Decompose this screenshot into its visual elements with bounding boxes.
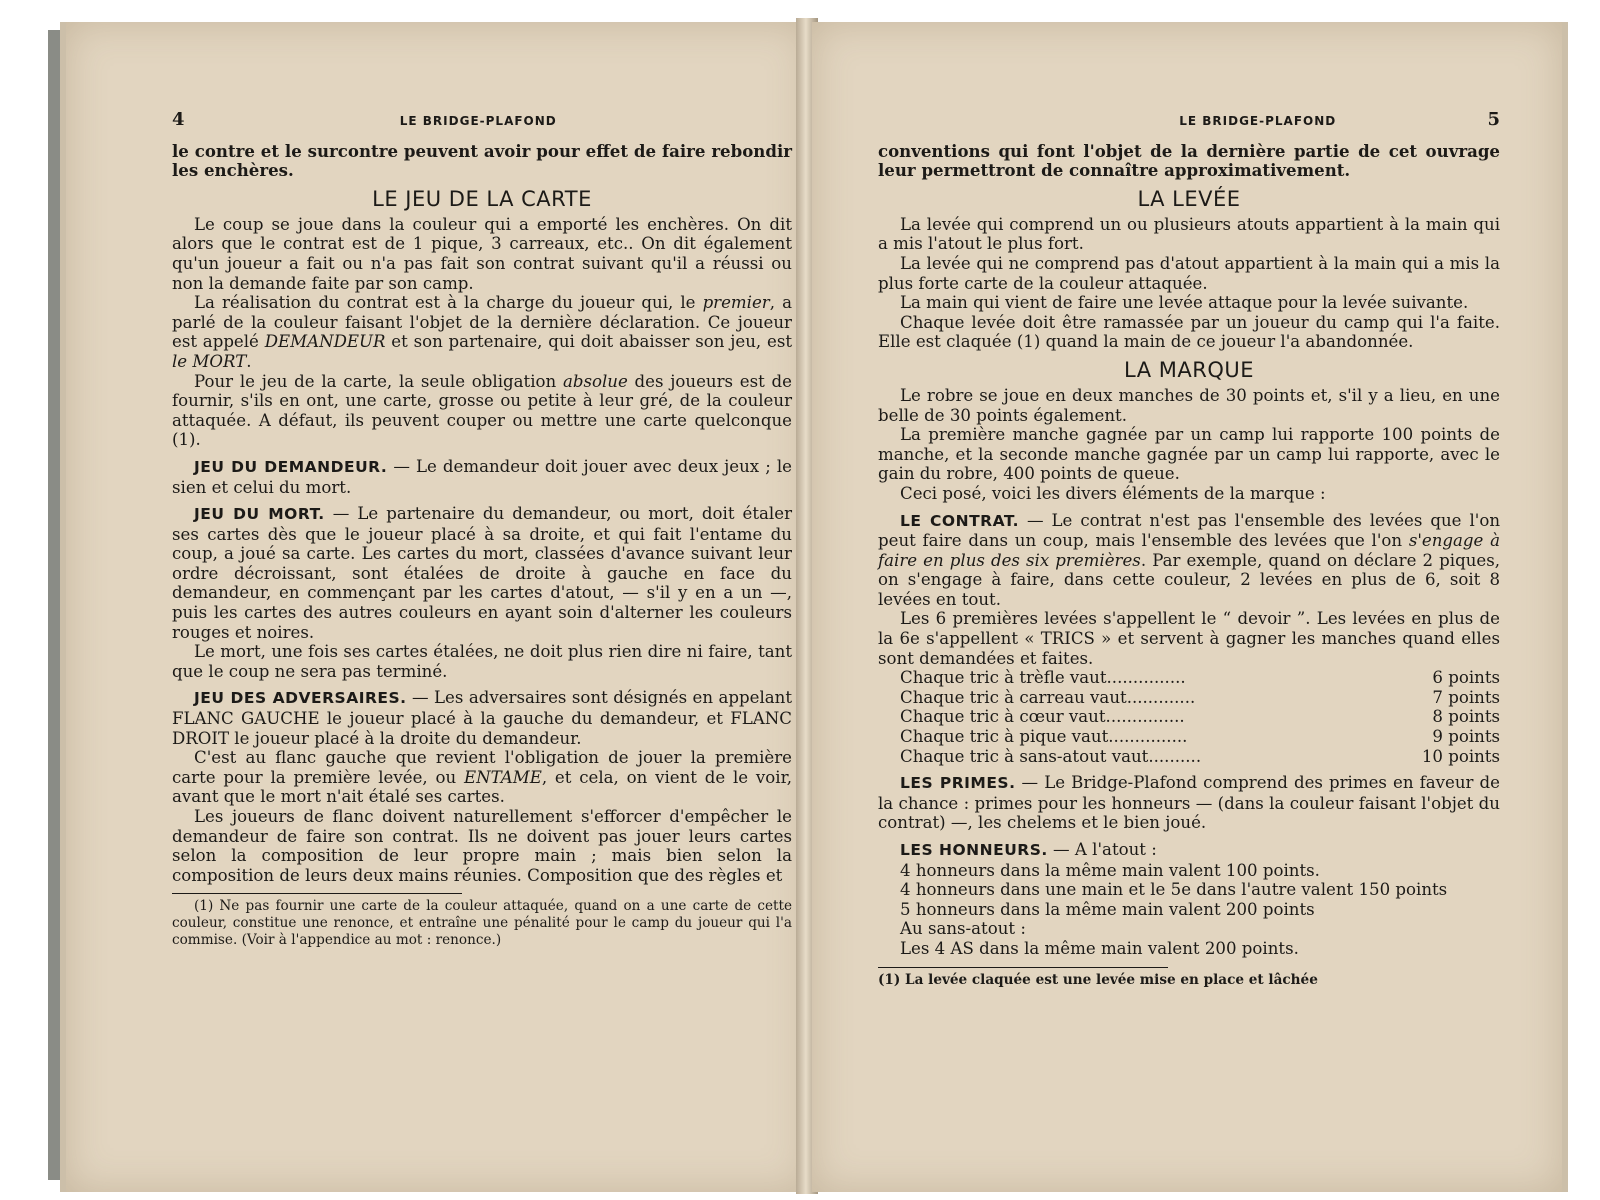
text-span: et son partenaire, qui doit abaisser son jeu, est: [385, 332, 792, 352]
italic-le-mort: le MORT: [172, 351, 247, 371]
tric-row: [900, 688, 1500, 708]
tric-label: Chaque tric à cœur vaut: [900, 707, 1106, 727]
paragraph-robre: Le robre se joue en deux manches de 30 points et, s'il y a lieu, en une belle de 30 points également.: [878, 385, 1500, 425]
footnote-divider: [172, 893, 462, 894]
left-running-header: [172, 110, 792, 132]
right-footnote: (1) La levée claquée est une levée mise en place et lâchée: [878, 971, 1318, 988]
paragraph-joueurs-de-flanc: Les joueurs de flanc doivent naturellement s'efforcer d'empêcher le demandeur de faire son contrat. Ils ne doivent pas jouer leurs cartes selon la composition de leur propre main ; mais bien selon la composition de leurs deux mains réunies. Composition que des règles et: [172, 807, 792, 885]
trics-value-table: [900, 668, 1500, 766]
honneurs-list: [878, 861, 1500, 959]
italic-premier: premier: [702, 293, 770, 313]
subheading-jeu-du-mort: JEU DU MORT.: [194, 505, 325, 524]
tric-points: 7 points: [1432, 687, 1500, 707]
honneurs-line: 4 honneurs dans la même main valent 100 points.: [900, 860, 1320, 880]
tric-dots: .............: [1126, 687, 1196, 707]
footnote-divider: [878, 967, 1168, 968]
left-running-title: LE BRIDGE-PLAFOND: [399, 114, 557, 128]
honneurs-line: 4 honneurs dans une main et le 5e dans l'autre valent 150 points: [900, 880, 1448, 900]
subheading-les-honneurs: LES HONNEURS.: [900, 841, 1048, 859]
subheading-jeu-du-demandeur: JEU DU DEMANDEUR.: [194, 457, 388, 476]
left-page-number: 4: [172, 109, 185, 130]
text-span: des joueurs est de fournir, s'ils en ont, une carte, grosse ou petite à leur gré, de la couleur attaquée. A défaut, ils peuvent couper ou mettre une carte quelconque (1).: [172, 371, 793, 450]
text-span: , et cela, on vient de le voir, avant que le mort n'ait étalé ses cartes.: [172, 767, 792, 807]
tric-dots: ...............: [1106, 668, 1186, 688]
paragraph-ceci-pose: Ceci posé, voici les divers éléments de la marque :: [900, 483, 1326, 503]
honneurs-line: Au sans-atout :: [900, 919, 1026, 939]
tric-label: Chaque tric à trèfle vaut: [900, 668, 1107, 688]
paragraph-les-primes: [878, 773, 1500, 833]
text-span: .: [246, 351, 252, 371]
tric-points: 6 points: [1432, 668, 1500, 688]
right-carryover-paragraph: conventions qui font l'objet de la dernière partie de cet ouvrage leur permettront de connaître approximativement.: [878, 140, 1500, 181]
paragraph-levee-attaque: La main qui vient de faire une levée attaque pour la levée suivante.: [900, 293, 1469, 313]
tric-row: [900, 727, 1500, 747]
paragraph-premiere-manche: La première manche gagnée par un camp lui rapporte 100 points de manche, et la seconde manche gagnée par un camp lui rapporte, avec le gain du robre, 400 points de queue.: [878, 425, 1500, 484]
italic-entame: ENTAME: [463, 767, 542, 787]
tric-label: Chaque tric à pique vaut: [900, 727, 1109, 747]
left-page-content: [172, 110, 792, 948]
subheading-les-primes: LES PRIMES.: [900, 774, 1016, 793]
italic-s-engage: s'engage à faire en plus des six premières: [878, 531, 1500, 570]
left-carryover-paragraph: le contre et le surcontre peuvent avoir pour effet de faire rebondir les enchères.: [172, 140, 792, 181]
subheading-le-contrat: LE CONTRAT.: [900, 511, 1019, 530]
text-span: . Par exemple, quand on déclare 2 piques, on s'engage à faire, dans cette couleur, 2 levées en plus de 6, soit 8 levées en tout.: [878, 550, 1500, 609]
paragraph-obligation-absolue: [172, 372, 792, 450]
tric-points: 10 points: [1421, 746, 1500, 766]
paragraph-jeu-du-demandeur: [172, 457, 792, 497]
paragraph-coup-couleur: Le coup se joue dans la couleur qui a emporté les enchères. On dit alors que le contrat est de 1 pique, 3 carreaux, etc.. On dit également qu'un joueur a fait ou n'a pas fait son contrat suivant qu'il a réussi ou non la demande faite par son camp.: [172, 214, 792, 293]
right-page-content: [878, 110, 1500, 988]
paragraph-realisation-contrat: [172, 293, 792, 371]
paragraph-mort-etale: Le mort, une fois ses cartes étalées, ne doit plus rien dire ni faire, tant que le coup ne sera pas terminé.: [172, 642, 792, 681]
text-span: — Le demandeur doit jouer avec deux jeux ; le sien et celui du mort.: [172, 456, 792, 497]
tric-dots: ...............: [1105, 707, 1185, 727]
honneurs-line: 5 honneurs dans la même main valent 200 points: [900, 899, 1315, 919]
paragraph-levee-sans-atout: La levée qui ne comprend pas d'atout appartient à la main qui a mis la plus forte carte de la couleur attaquée.: [878, 253, 1500, 293]
italic-demandeur: DEMANDEUR: [264, 332, 386, 352]
tric-row: [900, 747, 1500, 767]
honneurs-line: Les 4 AS dans la même main valent 200 points.: [900, 938, 1299, 958]
tric-dots: ...............: [1108, 727, 1188, 747]
text-span: C'est au flanc gauche que revient l'obligation de jouer la première carte pour la première levée, ou: [172, 748, 792, 787]
tric-dots: ..........: [1148, 746, 1202, 766]
text-span: — Les adversaires sont désignés en appelant FLANC GAUCHE le joueur placé à la gauche du demandeur, et FLANC DROIT le joueur placé à la droite du demandeur.: [172, 688, 792, 748]
text-span: — Le contrat n'est pas l'ensemble des levées que l'on peut faire dans un coup, mais l'ensemble des levées que l'on: [878, 510, 1501, 551]
heading-la-marque: LA MARQUE: [1124, 357, 1254, 382]
text-span: Pour le jeu de la carte, la seule obligation: [194, 371, 563, 391]
left-page: [60, 22, 808, 1192]
paragraph-devoir-trics: Les 6 premières levées s'appellent le “ devoir ”. Les levées en plus de la 6e s'appellent « TRICS » et servent à gagner les manches quand elles sont demandées et faites.: [878, 609, 1500, 668]
paragraph-jeu-du-mort: [172, 504, 792, 642]
tric-row: [900, 668, 1500, 688]
paragraph-le-contrat: [878, 511, 1500, 610]
tric-label: Chaque tric à carreau vaut: [900, 687, 1127, 707]
book-edge-left: [48, 30, 60, 1180]
right-running-title: LE BRIDGE-PLAFOND: [1179, 114, 1337, 128]
tric-points: 8 points: [1432, 707, 1500, 727]
paragraph-levee-atout: La levée qui comprend un ou plusieurs atouts appartient à la main qui a mis l'atout le plus fort.: [878, 214, 1500, 254]
right-page-number: 5: [1487, 109, 1500, 130]
left-footnote: (1) Ne pas fournir une carte de la couleur attaquée, quand on a une carte de cette couleur, constitue une renonce, et entraîne une pénalité pour le camp du joueur qui l'a commise. (Voir à l'appendice au mot : renonce.): [172, 898, 792, 948]
text-span: — Le Bridge-Plafond comprend des primes en faveur de la chance : primes pour les honneurs — (dans la couleur faisant l'objet du contrat) —, les chelems et le bien joué.: [878, 773, 1500, 833]
subheading-jeu-des-adversaires: JEU DES ADVERSAIRES.: [194, 689, 407, 708]
text-span: — Le partenaire du demandeur, ou mort, doit étaler ses cartes dès que le joueur placé à sa droite, et qui fait l'entame du coup, a joué sa carte. Les cartes du mort, classées d'avance suivant leur ordre décroissant, sont étalées de droite à gauche en face du demandeur, en commençant par les cartes d'atout, — s'il y en a un —, puis les cartes des autres couleurs en ayant soin d'alterner les couleurs rouges et noires.: [172, 504, 792, 642]
tric-row: [900, 707, 1500, 727]
text-span: , a parlé de la couleur faisant l'objet de la dernière déclaration. Ce joueur est appelé: [172, 293, 792, 352]
text-span: — A l'atout :: [1047, 840, 1157, 859]
heading-jeu-de-la-carte: LE JEU DE LA CARTE: [372, 186, 592, 211]
tric-points: 9 points: [1432, 727, 1500, 747]
tric-label: Chaque tric à sans-atout vaut: [900, 746, 1149, 766]
right-page: [812, 22, 1568, 1192]
paragraph-les-honneurs: [878, 840, 1500, 861]
italic-absolue: absolue: [562, 371, 628, 391]
right-running-header: [878, 110, 1500, 132]
paragraph-levee-ramassee: Chaque levée doit être ramassée par un joueur du camp qui l'a faite. Elle est claquée (1) quand la main de ce joueur l'a abandonnée.: [878, 312, 1500, 352]
heading-la-levee: LA LEVÉE: [1137, 186, 1241, 211]
paragraph-jeu-des-adversaires: [172, 688, 792, 748]
text-span: La réalisation du contrat est à la charge du joueur qui, le: [194, 293, 703, 313]
paragraph-flanc-gauche: [172, 748, 792, 807]
